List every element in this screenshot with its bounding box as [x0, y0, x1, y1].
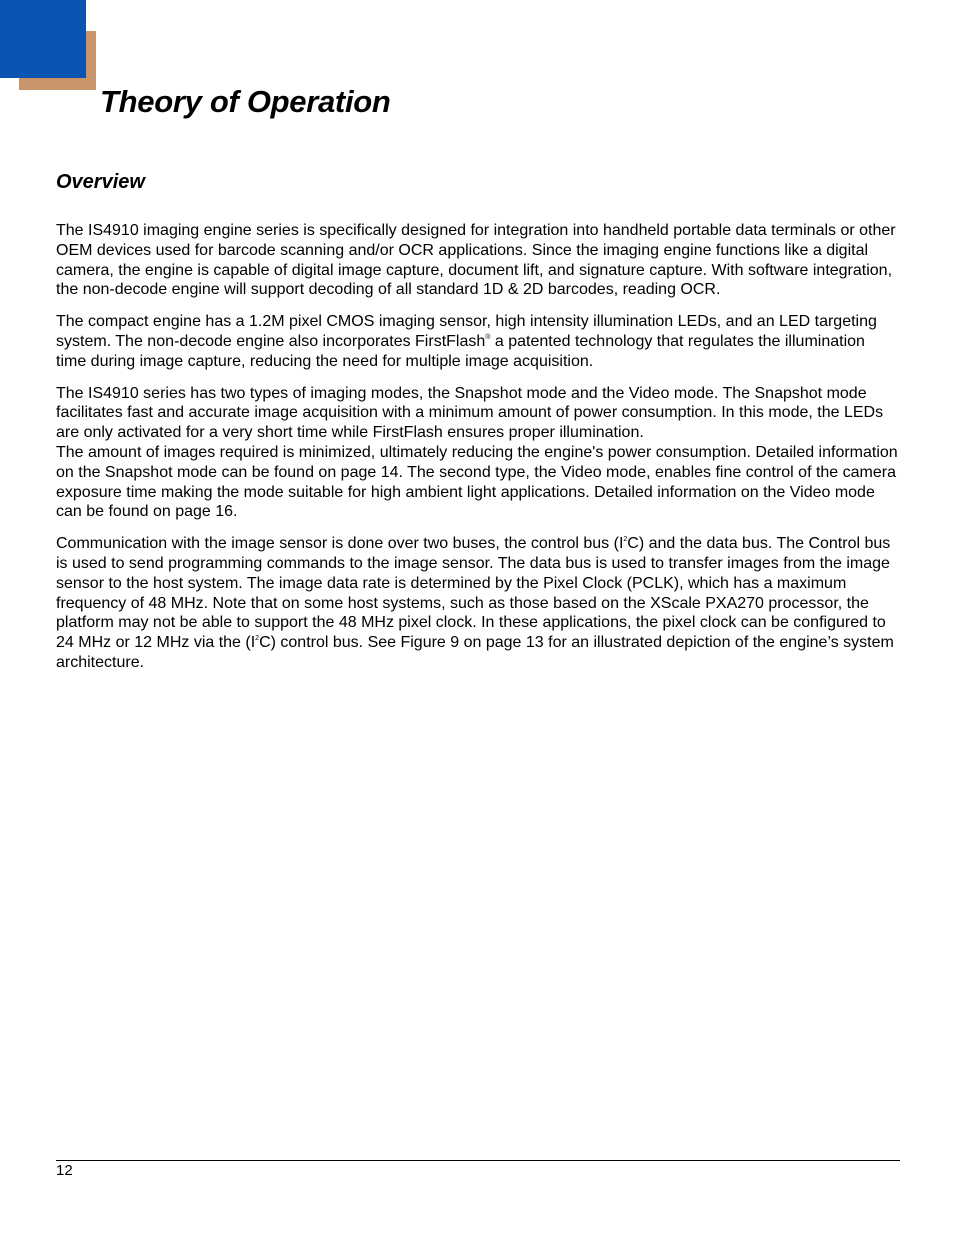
corner-accent-blue — [0, 0, 86, 78]
section-heading: Overview — [56, 171, 145, 193]
paragraph-text: The compact engine has a 1.2M pixel CMOS imaging sensor, high intensity illumination LEDs, and an LED targeting system. The non-decode engine also incorporates FirstFlash — [56, 313, 877, 350]
footer-divider — [56, 1160, 900, 1161]
superscript-two: 2 — [255, 635, 260, 643]
paragraph-text: C) control bus. See Figure 9 on page 13 for an illustrated depiction of the engine’s system architecture. — [56, 634, 894, 671]
paragraph-text: The IS4910 series has two types of imaging modes, the Snapshot mode and the Video mode. The Snapshot mode facilitates fast and accurate image acquisition with a minimum amount of power consumption. In this mode, the LEDs are only activated for a very short time while FirstFlash ensures proper illumination. — [56, 384, 884, 442]
paragraph-text: Communication with the image sensor is done over two buses, the control bus (I — [56, 535, 624, 553]
paragraph-communication — [56, 534, 898, 673]
paragraph-text: The amount of images required is minimized, ultimately reducing the engine's power consumption. Detailed information on the Snapshot mode can be found on page 14. The second type, the Video mode, enables fine control of the camera exposure time making the mode suitable for high ambient light applications. Detailed information on the Video mode can be found on page 16. — [56, 443, 898, 521]
paragraph-text: a patented technology that regulates the illumination time during image capture, reducing the need for multiple image acquisition. — [56, 332, 865, 370]
superscript-two: 2 — [623, 536, 628, 544]
chapter-title: Theory of Operation — [100, 84, 391, 119]
paragraph-imaging-modes — [56, 384, 898, 523]
registered-mark: ® — [485, 333, 491, 341]
paragraph-text: C) and the data bus. The Control bus is used to send programming commands to the image sensor. The data bus is used to transfer images from the image sensor to the host system. The image data rate is determined by the Pixel Clock (PCLK), which has a maximum frequency of 48 MHz. Note that on some host systems, such as those based on the XScale PXA270 processor, the platform may not be able to support the 48 MHz pixel clock. In these applications, the pixel clock can be configured to 24 MHz or 12 MHz via the (I — [56, 535, 891, 652]
paragraph-engine-features — [56, 312, 898, 371]
paragraph-intro: The IS4910 imaging engine series is specifically designed for integration into handheld portable data terminals or other OEM devices used for barcode scanning and/or OCR applications. Since the imaging engine functions like a digital camera, the engine is capable of digital image capture, document lift, and signature capture. With software integration, the non-decode engine will support decoding of all standard 1D & 2D barcodes, reading OCR. — [56, 222, 896, 299]
body-text — [56, 221, 898, 685]
page-number: 12 — [56, 1162, 73, 1179]
